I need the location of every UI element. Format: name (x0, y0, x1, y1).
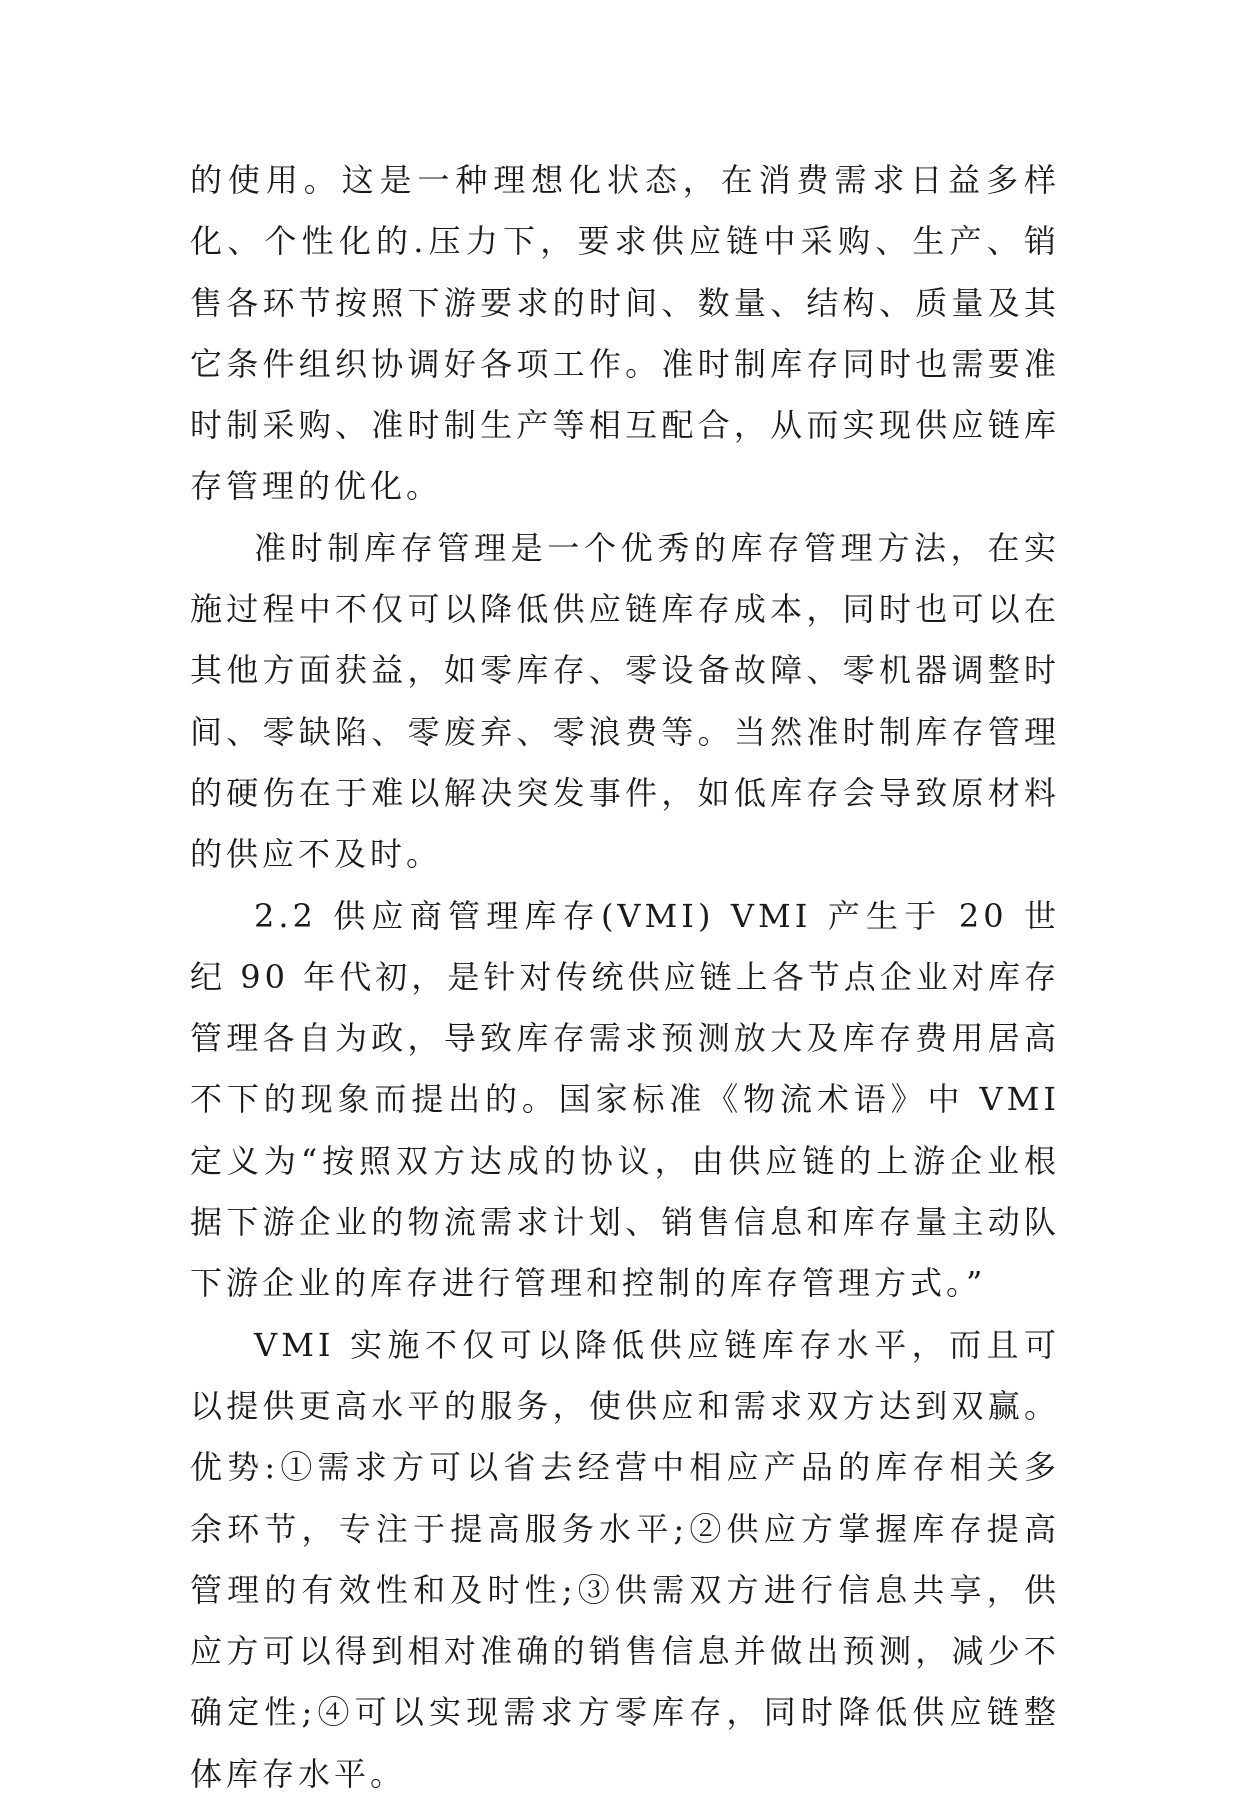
paragraph-jit-inventory: 准时制库存管理是一个优秀的库存管理方法，在实施过程中不仅可以降低供应链库存成本，同时也可以在其他方面获益，如零库存、零设备故障、零机器调整时间、零缺陷、零废弃、零浪费等。当然准时制库存管理的硬伤在于难以解决突发事件，如低库存会导致原材料的供应不及时。 (190, 528, 1060, 874)
document-body (190, 150, 1060, 1805)
paragraph-vmi-definition: 2.2 供应商管理库存(VMI) VMI 产生于 20 世纪 90 年代初，是针对传统供应链上各节点企业对库存管理各自为政，导致库存需求预测放大及库存费用居高不下的现象而提出的。国家标准《物流术语》中 VMI 定义为“按照双方达成的协议，由供应链的上游企业根据下游企业的物流需求计划、销售信息和库存量主动队下游企业的库存进行管理和控制的库存管理方式。” (190, 896, 1060, 1303)
paragraph-continuation: 的使用。这是一种理想化状态，在消费需求日益多样化、个性化的.压力下，要求供应链中采购、生产、销售各环节按照下游要求的时间、数量、结构、质量及其它条件组织协调好各项工作。准时制库存同时也需要准时制采购、准时制生产等相互配合，从而实现供应链库存管理的优化。 (190, 161, 1060, 506)
paragraph-vmi-advantages: VMI 实施不仅可以降低供应链库存水平，而且可以提供更高水平的服务，使供应和需求双方达到双赢。优势:①需求方可以省去经营中相应产品的库存相关多余环节，专注于提高服务水平;②供应方掌握库存提高管理的有效性和及时性;③供需双方进行信息共享，供应方可以得到相对准确的销售信息并做出预测，减少不确定性;④可以实现需求方零库存，同时降低供应链整体库存水平。 (190, 1325, 1060, 1793)
